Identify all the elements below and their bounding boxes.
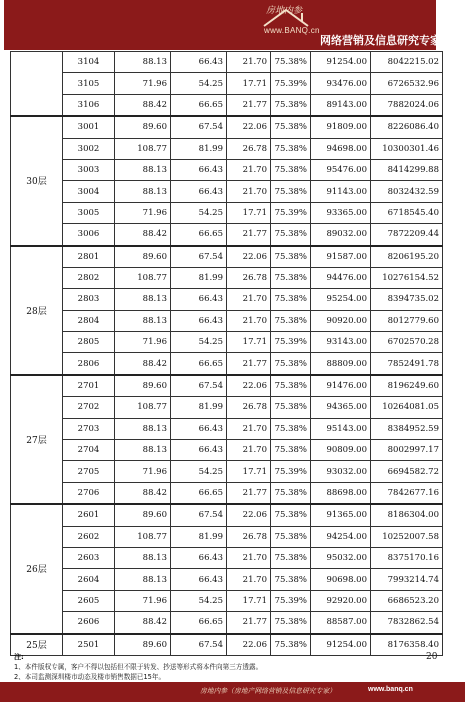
value-cell: 88698.00 [311, 482, 371, 504]
value-cell: 75.38% [271, 526, 311, 547]
value-cell: 89143.00 [311, 94, 371, 116]
value-cell: 94476.00 [311, 267, 371, 288]
value-cell: 21.70 [227, 181, 271, 202]
value-cell: 6718545.40 [371, 202, 443, 223]
value-cell: 108.77 [115, 397, 171, 418]
table-row [11, 547, 443, 568]
value-cell: 8196249.60 [371, 375, 443, 397]
value-cell: 94254.00 [311, 526, 371, 547]
value-cell: 75.38% [271, 482, 311, 504]
header-slogan: 网络营销及信息研究专家 [320, 34, 441, 47]
value-cell: 8176358.40 [371, 634, 443, 656]
value-cell: 66.65 [171, 94, 227, 116]
table-row [11, 375, 443, 397]
value-cell: 7842677.16 [371, 482, 443, 504]
value-cell: 7993214.74 [371, 569, 443, 590]
table-row [11, 612, 443, 634]
value-cell: 81.99 [171, 526, 227, 547]
value-cell: 95032.00 [311, 547, 371, 568]
value-cell: 8226086.40 [371, 116, 443, 138]
value-cell: 17.71 [227, 202, 271, 223]
room-number-cell: 2705 [63, 461, 115, 482]
value-cell: 88.13 [115, 569, 171, 590]
value-cell: 54.25 [171, 332, 227, 353]
value-cell: 88809.00 [311, 353, 371, 375]
room-number-cell: 2801 [63, 246, 115, 268]
table-row [11, 504, 443, 526]
room-number-cell: 2706 [63, 482, 115, 504]
value-cell: 88.42 [115, 482, 171, 504]
value-cell: 88.13 [115, 547, 171, 568]
value-cell: 75.38% [271, 138, 311, 159]
value-cell: 21.77 [227, 353, 271, 375]
value-cell: 108.77 [115, 526, 171, 547]
value-cell: 22.06 [227, 246, 271, 268]
value-cell: 6694582.72 [371, 461, 443, 482]
value-cell: 75.38% [271, 310, 311, 331]
value-cell: 10276154.52 [371, 267, 443, 288]
note-item: 1、本件版权专属，客户不得以包括但不限于转发、抄送等形式将本件向第三方透露。 [14, 663, 263, 671]
value-cell: 8186304.00 [371, 504, 443, 526]
value-cell: 8206195.20 [371, 246, 443, 268]
floor-cell: 25层 [11, 634, 63, 656]
room-number-cell: 2804 [63, 310, 115, 331]
value-cell: 71.96 [115, 202, 171, 223]
table-row [11, 289, 443, 310]
value-cell: 89.60 [115, 504, 171, 526]
table-row [11, 138, 443, 159]
table-row [11, 418, 443, 439]
value-cell: 90809.00 [311, 440, 371, 461]
value-cell: 81.99 [171, 138, 227, 159]
value-cell: 88.13 [115, 440, 171, 461]
value-cell: 67.54 [171, 504, 227, 526]
value-cell: 88.13 [115, 310, 171, 331]
value-cell: 17.71 [227, 590, 271, 611]
value-cell: 21.77 [227, 482, 271, 504]
table-row [11, 267, 443, 288]
room-number-cell: 2605 [63, 590, 115, 611]
value-cell: 26.78 [227, 397, 271, 418]
table-row [11, 310, 443, 331]
table-row [11, 52, 443, 73]
room-number-cell: 3004 [63, 181, 115, 202]
value-cell: 67.54 [171, 246, 227, 268]
value-cell: 75.39% [271, 73, 311, 94]
value-cell: 54.25 [171, 461, 227, 482]
value-cell: 54.25 [171, 73, 227, 94]
value-cell: 75.38% [271, 246, 311, 268]
value-cell: 89.60 [115, 116, 171, 138]
value-cell: 95254.00 [311, 289, 371, 310]
note-item: 2、本司监测深圳楼市动态及楼市销售数据已15年。 [14, 673, 166, 681]
value-cell: 8032432.59 [371, 181, 443, 202]
room-number-cell: 2802 [63, 267, 115, 288]
floor-cell: 30层 [11, 116, 63, 245]
value-cell: 21.70 [227, 289, 271, 310]
value-cell: 88.13 [115, 418, 171, 439]
value-cell: 75.38% [271, 267, 311, 288]
value-cell: 75.38% [271, 634, 311, 656]
value-cell: 10264081.05 [371, 397, 443, 418]
footer-text: 房地内参（房地产网络营销及信息研究专家） [200, 687, 336, 695]
value-cell: 75.38% [271, 547, 311, 568]
notes-title: 注: [14, 653, 24, 661]
value-cell: 71.96 [115, 590, 171, 611]
value-cell: 22.06 [227, 504, 271, 526]
value-cell: 26.78 [227, 526, 271, 547]
room-number-cell: 3003 [63, 159, 115, 180]
table-row [11, 224, 443, 246]
value-cell: 21.70 [227, 159, 271, 180]
room-number-cell: 2702 [63, 397, 115, 418]
floor-cell [11, 52, 63, 117]
value-cell: 75.39% [271, 461, 311, 482]
value-cell: 6686523.20 [371, 590, 443, 611]
value-cell: 81.99 [171, 397, 227, 418]
room-number-cell: 3105 [63, 73, 115, 94]
value-cell: 66.65 [171, 353, 227, 375]
table-row [11, 353, 443, 375]
value-cell: 8012779.60 [371, 310, 443, 331]
value-cell: 75.38% [271, 224, 311, 246]
room-number-cell: 3005 [63, 202, 115, 223]
value-cell: 88.42 [115, 612, 171, 634]
value-cell: 67.54 [171, 634, 227, 656]
value-cell: 66.65 [171, 612, 227, 634]
value-cell: 75.38% [271, 569, 311, 590]
value-cell: 75.39% [271, 202, 311, 223]
value-cell: 7872209.44 [371, 224, 443, 246]
value-cell: 66.43 [171, 547, 227, 568]
table-row [11, 116, 443, 138]
room-number-cell: 2604 [63, 569, 115, 590]
table-row [11, 94, 443, 116]
value-cell: 88.42 [115, 353, 171, 375]
value-cell: 89.60 [115, 375, 171, 397]
value-cell: 8002997.17 [371, 440, 443, 461]
value-cell: 54.25 [171, 202, 227, 223]
value-cell: 10252007.58 [371, 526, 443, 547]
table-row [11, 181, 443, 202]
value-cell: 88.13 [115, 289, 171, 310]
value-cell: 88.13 [115, 181, 171, 202]
value-cell: 22.06 [227, 116, 271, 138]
value-cell: 21.70 [227, 418, 271, 439]
table-row [11, 202, 443, 223]
value-cell: 21.70 [227, 310, 271, 331]
room-number-cell: 3002 [63, 138, 115, 159]
value-cell: 67.54 [171, 375, 227, 397]
value-cell: 75.38% [271, 353, 311, 375]
value-cell: 21.77 [227, 612, 271, 634]
value-cell: 75.38% [271, 52, 311, 73]
room-number-cell: 2704 [63, 440, 115, 461]
value-cell: 8394735.02 [371, 289, 443, 310]
table-row [11, 590, 443, 611]
value-cell: 7852491.78 [371, 353, 443, 375]
value-cell: 8375170.16 [371, 547, 443, 568]
room-number-cell: 3001 [63, 116, 115, 138]
room-number-cell: 3106 [63, 94, 115, 116]
value-cell: 75.38% [271, 418, 311, 439]
unit-price-table [10, 51, 443, 656]
value-cell: 10300301.46 [371, 138, 443, 159]
table-row [11, 569, 443, 590]
value-cell: 91254.00 [311, 52, 371, 73]
value-cell: 7832862.54 [371, 612, 443, 634]
room-number-cell: 2606 [63, 612, 115, 634]
value-cell: 75.38% [271, 375, 311, 397]
value-cell: 75.38% [271, 504, 311, 526]
floor-cell: 28层 [11, 246, 63, 375]
value-cell: 17.71 [227, 332, 271, 353]
value-cell: 22.06 [227, 375, 271, 397]
value-cell: 8384952.59 [371, 418, 443, 439]
table-row [11, 332, 443, 353]
table-row [11, 73, 443, 94]
value-cell: 91476.00 [311, 375, 371, 397]
value-cell: 75.39% [271, 332, 311, 353]
value-cell: 21.70 [227, 440, 271, 461]
value-cell: 71.96 [115, 461, 171, 482]
value-cell: 26.78 [227, 267, 271, 288]
value-cell: 75.38% [271, 159, 311, 180]
value-cell: 108.77 [115, 267, 171, 288]
value-cell: 91809.00 [311, 116, 371, 138]
value-cell: 92920.00 [311, 590, 371, 611]
value-cell: 89.60 [115, 246, 171, 268]
table-row [11, 246, 443, 268]
room-number-cell: 2806 [63, 353, 115, 375]
room-number-cell: 2703 [63, 418, 115, 439]
value-cell: 81.99 [171, 267, 227, 288]
value-cell: 21.70 [227, 547, 271, 568]
value-cell: 66.43 [171, 310, 227, 331]
value-cell: 66.65 [171, 224, 227, 246]
room-number-cell: 2602 [63, 526, 115, 547]
value-cell: 90698.00 [311, 569, 371, 590]
value-cell: 75.38% [271, 181, 311, 202]
value-cell: 89032.00 [311, 224, 371, 246]
room-number-cell: 2701 [63, 375, 115, 397]
room-number-cell: 3006 [63, 224, 115, 246]
value-cell: 93032.00 [311, 461, 371, 482]
value-cell: 75.38% [271, 440, 311, 461]
value-cell: 88.13 [115, 52, 171, 73]
value-cell: 21.77 [227, 94, 271, 116]
value-cell: 94365.00 [311, 397, 371, 418]
value-cell: 75.38% [271, 116, 311, 138]
floor-cell: 26层 [11, 504, 63, 633]
value-cell: 91587.00 [311, 246, 371, 268]
value-cell: 22.06 [227, 634, 271, 656]
table-row [11, 440, 443, 461]
value-cell: 66.43 [171, 181, 227, 202]
value-cell: 94698.00 [311, 138, 371, 159]
value-cell: 66.43 [171, 52, 227, 73]
value-cell: 66.43 [171, 289, 227, 310]
value-cell: 66.43 [171, 418, 227, 439]
value-cell: 8414299.88 [371, 159, 443, 180]
value-cell: 17.71 [227, 461, 271, 482]
value-cell: 75.38% [271, 397, 311, 418]
value-cell: 75.39% [271, 590, 311, 611]
value-cell: 6702570.28 [371, 332, 443, 353]
value-cell: 71.96 [115, 332, 171, 353]
table-row [11, 397, 443, 418]
value-cell: 91143.00 [311, 181, 371, 202]
brand-site: www.BANQ.cn [264, 26, 320, 35]
value-cell: 67.54 [171, 116, 227, 138]
table-row [11, 461, 443, 482]
value-cell: 88587.00 [311, 612, 371, 634]
room-number-cell: 2805 [63, 332, 115, 353]
value-cell: 95143.00 [311, 418, 371, 439]
value-cell: 91365.00 [311, 504, 371, 526]
value-cell: 66.43 [171, 569, 227, 590]
value-cell: 71.96 [115, 73, 171, 94]
notes-block [14, 652, 424, 682]
value-cell: 93476.00 [311, 73, 371, 94]
value-cell: 66.65 [171, 482, 227, 504]
value-cell: 21.70 [227, 52, 271, 73]
table-row [11, 526, 443, 547]
value-cell: 91254.00 [311, 634, 371, 656]
value-cell: 95476.00 [311, 159, 371, 180]
value-cell: 21.77 [227, 224, 271, 246]
value-cell: 90920.00 [311, 310, 371, 331]
value-cell: 17.71 [227, 73, 271, 94]
value-cell: 89.60 [115, 634, 171, 656]
value-cell: 75.38% [271, 289, 311, 310]
value-cell: 88.42 [115, 94, 171, 116]
page-number: 20 [426, 652, 438, 662]
room-number-cell: 3104 [63, 52, 115, 73]
room-number-cell: 2501 [63, 634, 115, 656]
room-number-cell: 2803 [63, 289, 115, 310]
value-cell: 66.43 [171, 440, 227, 461]
table-row [11, 482, 443, 504]
value-cell: 21.70 [227, 569, 271, 590]
value-cell: 93143.00 [311, 332, 371, 353]
value-cell: 26.78 [227, 138, 271, 159]
value-cell: 7882024.06 [371, 94, 443, 116]
footer-url: www.banq.cn [368, 686, 413, 693]
value-cell: 6726532.96 [371, 73, 443, 94]
value-cell: 54.25 [171, 590, 227, 611]
value-cell: 75.38% [271, 612, 311, 634]
value-cell: 93365.00 [311, 202, 371, 223]
value-cell: 75.38% [271, 94, 311, 116]
value-cell: 108.77 [115, 138, 171, 159]
brand-name: 房地内参 [266, 6, 303, 16]
room-number-cell: 2603 [63, 547, 115, 568]
floor-cell: 27层 [11, 375, 63, 504]
value-cell: 66.43 [171, 159, 227, 180]
value-cell: 88.13 [115, 159, 171, 180]
table-row [11, 159, 443, 180]
value-cell: 8042215.02 [371, 52, 443, 73]
room-number-cell: 2601 [63, 504, 115, 526]
value-cell: 88.42 [115, 224, 171, 246]
